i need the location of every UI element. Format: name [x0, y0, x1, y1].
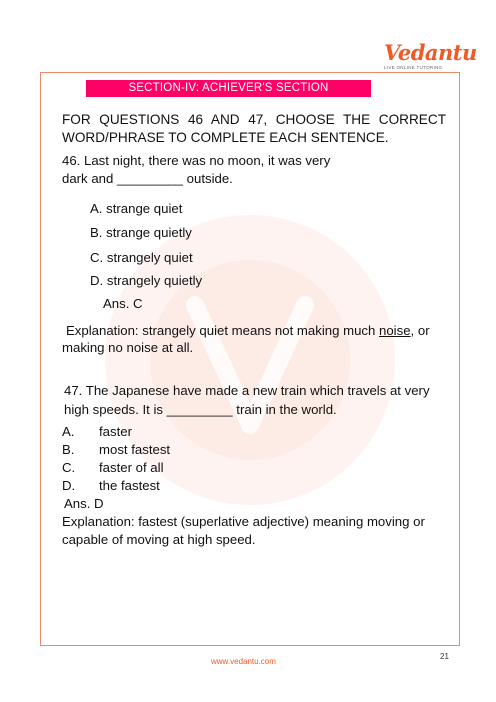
q46-line-1: 46. Last night, there was no moon, it was very: [62, 153, 331, 168]
q47-explanation-line-1: Explanation: fastest (superlative adjective) meaning moving or: [62, 514, 425, 529]
q46-option-c: C. strangely quiet: [90, 250, 193, 265]
q47-option-b-text: most fastest: [99, 442, 171, 457]
q47-option-d-letter: D.: [62, 478, 76, 493]
q46-option-d: D. strangely quietly: [90, 273, 203, 288]
q46-explanation-line-1: [66, 323, 430, 339]
q46-explanation-underlined: noise: [379, 323, 411, 338]
q46-line-2: dark and _________ outside.: [62, 171, 233, 186]
q47-option-d-text: the fastest: [99, 478, 160, 493]
q47-option-a-letter: A.: [62, 424, 75, 439]
q46-option-a: A. strange quiet: [90, 201, 183, 216]
q47-option-a-text: faster: [99, 424, 132, 439]
q46-answer: Ans. C: [103, 296, 143, 311]
q47-option-b-letter: B.: [62, 442, 75, 457]
page-number: 21: [440, 652, 449, 661]
footer-url[interactable]: www.vedantu.com: [211, 657, 276, 666]
q47-option-c-letter: C.: [62, 460, 76, 475]
q47-option-c-text: faster of all: [99, 460, 164, 475]
q47-line-1: 47. The Japanese have made a new train which travels at very: [64, 383, 430, 398]
q46-explanation-text: Explanation: strangely quiet means not making much: [66, 323, 380, 338]
q47-answer: Ans. D: [64, 496, 104, 511]
q47-line-2: high speeds. It is _________ train in the world.: [64, 402, 337, 417]
q46-option-b: B. strange quietly: [90, 225, 192, 240]
logo-tagline: LIVE ONLINE TUTORING: [384, 65, 443, 70]
section-banner: SECTION-IV: ACHIEVER'S SECTION: [86, 80, 371, 97]
logo-name: Vedantu: [384, 40, 477, 65]
q47-explanation-line-2: capable of moving at high speed.: [62, 532, 256, 547]
vedantu-logo: [384, 40, 477, 74]
q46-explanation-tail: , or: [410, 323, 430, 338]
instruction-line-2: WORD/PHRASE TO COMPLETE EACH SENTENCE.: [62, 130, 389, 145]
q46-explanation-line-2: making no noise at all.: [62, 340, 194, 355]
instruction-line-1: FOR QUESTIONS 46 AND 47, CHOOSE THE CORRECT: [62, 112, 446, 127]
